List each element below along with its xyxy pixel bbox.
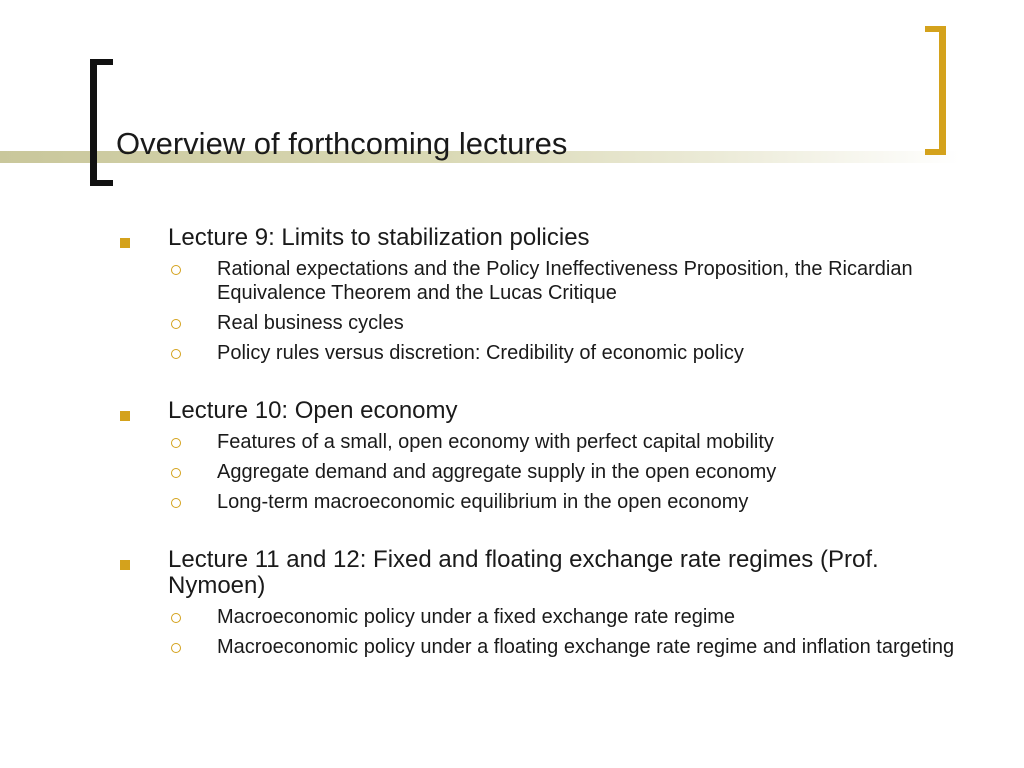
lecture-11-12-section: [112, 547, 972, 659]
left-bracket-decoration: [90, 59, 113, 186]
topic-item: [168, 311, 972, 335]
slide-title: Overview of forthcoming lectures: [116, 126, 568, 161]
lecture-topics: [168, 257, 972, 365]
lecture-heading: Lecture 11 and 12: Fixed and floating exchange rate regimes (Prof. Nymoen): [168, 546, 879, 599]
topic-text: Rational expectations and the Policy Ineffectiveness Proposition, the Ricardian Equivalence Theorem and the Lucas Critique: [217, 258, 913, 304]
lecture-heading: Lecture 10: Open economy: [168, 397, 458, 424]
lecture-list: [112, 222, 972, 659]
circle-bullet-icon: [171, 468, 181, 478]
lecture-9-section: [112, 225, 972, 365]
topic-item: [168, 430, 972, 454]
topic-text: Aggregate demand and aggregate supply in the open economy: [217, 461, 777, 483]
circle-bullet-icon: [171, 498, 181, 508]
circle-bullet-icon: [171, 349, 181, 359]
topic-item: [168, 341, 972, 365]
square-bullet-icon: [120, 238, 130, 248]
topic-text: Features of a small, open economy with perfect capital mobility: [217, 431, 774, 453]
topic-item: [168, 460, 972, 484]
topic-text: Real business cycles: [217, 312, 404, 334]
circle-bullet-icon: [171, 319, 181, 329]
topic-text: Macroeconomic policy under a floating exchange rate regime and inflation targeting: [217, 636, 955, 658]
lecture-heading: Lecture 9: Limits to stabilization policies: [168, 224, 590, 251]
right-bracket-decoration: [925, 26, 946, 155]
topic-item: [168, 257, 972, 305]
square-bullet-icon: [120, 560, 130, 570]
topic-item: [168, 635, 972, 659]
topic-text: Policy rules versus discretion: Credibility of economic policy: [217, 342, 744, 364]
topic-text: Long-term macroeconomic equilibrium in the open economy: [217, 491, 749, 513]
topic-text: Macroeconomic policy under a fixed exchange rate regime: [217, 606, 736, 628]
circle-bullet-icon: [171, 265, 181, 275]
circle-bullet-icon: [171, 438, 181, 448]
circle-bullet-icon: [171, 613, 181, 623]
square-bullet-icon: [120, 411, 130, 421]
lecture-10-section: [112, 398, 972, 514]
lecture-topics: [168, 430, 972, 514]
topic-item: [168, 490, 972, 514]
lecture-topics: [168, 605, 972, 659]
circle-bullet-icon: [171, 643, 181, 653]
topic-item: [168, 605, 972, 629]
